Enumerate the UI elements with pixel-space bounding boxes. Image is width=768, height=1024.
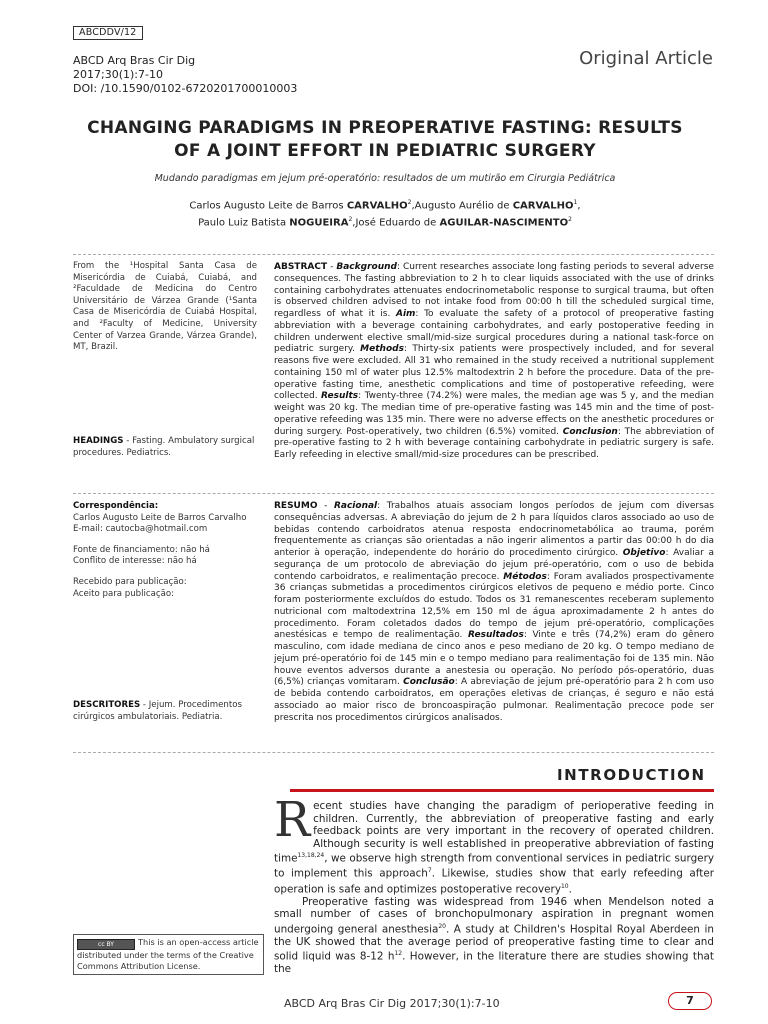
received-date: Recebido para publicação: bbox=[73, 576, 187, 587]
abstract-background: Current researches associate long fasting periods to several adverse consequences. The fasting abbreviation to 2 h to clear liquids associated with the use of drinks containing carbohydrates attenuates endocrinometabolic response to surgical trauma, but often is observed children advised to not intake food from 00:00 h till the scheduled surgical time, regardless of what it is. bbox=[274, 262, 714, 319]
section-divider bbox=[73, 493, 714, 494]
author-3-given: Paulo Luiz Batista bbox=[198, 217, 287, 229]
abstract-block: ABSTRACT - Background: Current researches associate long fasting periods to several adverse consequences. The fasting abbreviation to 2 h to clear liquids associated with the use of drinks containing carbohydrates attenuates endocrinometabolic response to surgical trauma, but often is observed children advised to not intake food from 00:00 h till the scheduled surgical time, regardless of what it is. Aim: To evaluate the safety of a protocol of preoperative fasting abbreviation with a beverage containing carbohydrates, and early postoperative feeding in children underwent elective small/mid-size surgical procedures during a national task-force on pediatric surgery. Methods: Thirty-six patients were prospectively included, and for several reasons five were excluded. All 31 who remained in the study received a nutritional supplement containing 150 ml of water plus 12.5% maltodextrin 2 h before the procedure. Data of the pre-operative fasting time, anesthetic complications and time of postoperative refeeding, were collected. Results: Twenty-three (74.2%) were males, the median age was 5 y, and the median weight was 20 kg. The median time of pre-operative fasting was 145 min and the time of post-operative refeeding was 135 min. There were no adverse effects on the anesthetic procedures or during surgery. Post-operatively, two children (6.5%) vomited. Conclusion: The abbreviation of pre-operative fasting to 2 h with beverage containing carbohydrate in pediatric surgery is safe. Early refeeding in elective small/mid-size procedures can be prescribed. bbox=[274, 262, 714, 460]
journal-info bbox=[73, 54, 297, 96]
author-3-affil: 2 bbox=[348, 216, 353, 224]
author-4-family: AGUILAR-NASCIMENTO bbox=[439, 217, 569, 229]
page-number: 7 bbox=[668, 992, 712, 1010]
intro-p2-text: . A study at Children's Hospital Royal Aberdeen in the UK showed that the average period of preoperative fasting time to clear and solid liquid was 8-12 h bbox=[274, 923, 714, 963]
conclusao-label: Conclusão bbox=[403, 677, 455, 688]
article-type-label: Original Article bbox=[579, 48, 713, 69]
journal-name: ABCD Arq Bras Cir Dig bbox=[73, 54, 196, 67]
journal-code-tag: ABCDDV/12 bbox=[73, 26, 143, 40]
citation-ref[interactable]: 7 bbox=[427, 867, 432, 875]
correspondence-block bbox=[73, 501, 257, 600]
author-4-given: José Eduardo de bbox=[355, 217, 437, 229]
background-label: Background bbox=[336, 262, 397, 272]
results-label: Results bbox=[321, 391, 359, 402]
title-line-1: CHANGING PARADIGMS IN PREOPERATIVE FASTING: RESULTS bbox=[87, 118, 683, 138]
racional-label: Racional bbox=[333, 501, 378, 511]
resumo-metodos: Foram avaliados prospectivamente 36 crianças submetidas a procedimentos cirúrgicos eletivos de pequeno e médio porte. Cinco foram posteriormente excluídos do estudo. Todos os 31 remanescentes receberam suplemento nutricional com maltodextrina 12,5% em 150 ml de água aproximadamente 2 h antes do procedimento. Foram coletados dados do tempo de jejum pré-operatório, complicações anestésicas e tempo de realimentação. bbox=[274, 571, 714, 641]
footer-citation: ABCD Arq Bras Cir Dig 2017;30(1):7-10 bbox=[284, 997, 500, 1010]
license-text: This is an open-access article distributed under the terms of the Creative Commons Attribution License. bbox=[77, 937, 259, 971]
author-3-family: NOGUEIRA bbox=[289, 217, 349, 229]
title-line-2: OF A JOINT EFFORT IN PEDIATRIC SURGERY bbox=[174, 141, 596, 161]
headings-block: HEADINGS - Fasting. Ambulatory surgical procedures. Pediatrics. bbox=[73, 436, 255, 458]
author-1-given: Carlos Augusto Leite de Barros bbox=[189, 200, 344, 212]
journal-volume: 2017;30(1):7-10 bbox=[73, 68, 163, 81]
author-list: Carlos Augusto Leite de Barros CARVALHO$^2$,Augusto Aurélio de CARVALHO$^1$, Paulo Luiz Batista NOGUEIRA$^2$,José Eduardo de AGUILAR-NASCIMENTO$^2$ bbox=[189, 199, 581, 229]
descritores-text: Jejum. Procedimentos cirúrgicos ambulatoriais. Pediatria. bbox=[73, 700, 242, 722]
correspondence-label: Correspondência: bbox=[73, 501, 159, 511]
author-4-affil: 2 bbox=[568, 216, 572, 224]
methods-label: Methods bbox=[360, 344, 404, 355]
introduction-underline bbox=[290, 789, 714, 792]
metodos-label: Métodos bbox=[503, 571, 547, 582]
abstract-conclusion: The abbreviation of pre-operative fasting to 2 h with beverage containing carbohydrate in pediatric surgery is safe. Early refeeding in elective small/mid-size procedures can be prescribed. bbox=[274, 426, 714, 460]
correspondence-email[interactable]: E-mail: cautocba@hotmail.com bbox=[73, 524, 208, 535]
intro-p2-text: Preoperative fasting was widespread from 1946 when Mendelson noted a small number of cases of bronchopulmonary aspiration in pregnant women undergoing general anesthesia bbox=[274, 895, 714, 936]
intro-paragraph-1 bbox=[274, 792, 714, 896]
resultados-label: Resultados bbox=[468, 630, 524, 641]
intro-paragraph-2 bbox=[274, 896, 714, 977]
abstract-aim: To evaluate the safety of a protocol of preoperative fasting abbreviation with a beverage containing carbohydrates, and early postoperative feeding in children underwent elective small/mid-size surgical procedures during a national task-force on pediatric surgery. bbox=[274, 309, 714, 355]
section-divider bbox=[73, 254, 714, 255]
aim-label: Aim bbox=[395, 309, 416, 319]
author-2-affil: 1 bbox=[573, 199, 578, 206]
author-2-given: Augusto Aurélio de bbox=[414, 200, 510, 212]
descritores-label: DESCRITORES bbox=[73, 700, 141, 710]
citation-ref[interactable]: 13,18,24 bbox=[297, 852, 325, 860]
citation-ref[interactable]: 20 bbox=[438, 922, 446, 930]
conflict-of-interest: Conflito de interesse: não há bbox=[73, 556, 197, 567]
conclusion-label: Conclusion bbox=[562, 426, 618, 437]
author-2-family: CARVALHO bbox=[512, 200, 574, 212]
headings-text: Fasting. Ambulatory surgical procedures. Pediatrics. bbox=[73, 436, 255, 458]
objetivo-label: Objetivo bbox=[622, 548, 666, 558]
funding-source: Fonte de financiamento: não há bbox=[73, 544, 210, 555]
abstract-label: ABSTRACT bbox=[274, 262, 328, 272]
doi-link[interactable]: DOI: /10.1590/0102-6720201700010003 bbox=[73, 82, 298, 95]
intro-p2-text: . However, in the literature there are studies showing that the bbox=[274, 950, 714, 976]
article-title bbox=[60, 117, 710, 163]
resumo-label: RESUMO bbox=[274, 501, 318, 511]
correspondence-name: Carlos Augusto Leite de Barros Carvalho bbox=[73, 512, 247, 523]
headings-label: HEADINGS bbox=[73, 436, 124, 446]
introduction-body bbox=[274, 792, 714, 976]
resumo-block: RESUMO - Racional: Trabalhos atuais associam longos períodos de jejum com diversas consequências adversas. A abreviação do jejum de 2 h para líquidos claros associado ao uso de bebidas contendo carboidratos atenua resposta endocrinometabólica ao trauma, porém frequentemente as crianças são orientadas a não ingerir alimentos a partir das 00:00 h do dia anterior à operação, independente do horário do procedimento cirúrgico. Objetivo: Avaliar a segurança de um protocolo de abreviação do jejum pré-operatório, com o uso de bebida contendo carboidratos, e realimentação precoce. Métodos: Foram avaliados prospectivamente 36 crianças submetidas a procedimentos cirúrgicos eletivos de pequeno e médio porte. Cinco foram posteriormente excluídos do estudo. Todos os 31 remanescentes receberam suplemento nutricional com maltodextrina 12,5% em 150 ml de água aproximadamente 2 h antes do procedimento. Foram coletados dados do tempo de jejum pré-operatório, complicações anestésicas e tempo de realimentação. Resultados: Vinte e três (74,2%) eram do gênero masculino, com idade mediana de cinco anos e peso mediano de 20 kg. O tempo mediano de jejum pré-operatório foi de 145 min e o tempo mediano para realimentação foi de 135 min. Não houve eventos adversos durante a anestesia ou operação. No período pós-operatório, duas (6,5%) crianças vomitaram. Conclusão: A abreviação de jejum pré-operatório para 2 h com uso de bebida contendo carboidratos, em operações eletivas de crianças, é seguro e não está associado ao maior risco de broncoaspiração pulmonar. Realimentação precoce pode ser prescrita nos procedimentos cirúrgicos analisados. bbox=[274, 501, 714, 723]
abstract-methods: Thirty-six patients were prospectively included, and for several reasons five were excluded. All 31 who remained in the study received a nutritional supplement containing 150 ml of water plus 12.5% maltodextrin 2 h before the procedure. Data of the pre-operative fasting time, anesthetic complications and time of postoperative refeeding, were collected. bbox=[274, 344, 714, 402]
resumo-resultados: Vinte e três (74,2%) eram do gênero masculino, com idade mediana de cinco anos e peso mediano de 20 kg. O tempo mediano de jejum pré-operatório foi de 145 min e o tempo mediano para realimentação foi de 135 min. Não houve eventos adversos durante a anestesia ou operação. No período pós-operatório, duas (6,5%) crianças vomitaram. bbox=[274, 630, 714, 688]
descritores-block: DESCRITORES - Jejum. Procedimentos cirúrgicos ambulatoriais. Pediatria. bbox=[73, 700, 242, 722]
citation-ref[interactable]: 12 bbox=[394, 950, 403, 958]
author-1-family: CARVALHO bbox=[346, 200, 408, 212]
intro-p1-text: , we observe high strength from conventional services in pediatric surgery to implement this approach bbox=[274, 852, 714, 880]
abstract-results: Twenty-three (74.2%) were males, the median age was 5 y, and the median weight was 20 kg. The median time of pre-operative fasting was 145 min and the time of post-operative refeeding was 135 min. There were no adverse effects on the anesthetic procedures or during surgery. Post-operatively, two children (6.5%) vomited. bbox=[274, 391, 714, 437]
introduction-heading: INTRODUCTION bbox=[557, 766, 706, 784]
author-1-affil: 2 bbox=[407, 199, 412, 206]
intro-p1-text: . bbox=[568, 882, 572, 895]
section-divider bbox=[73, 752, 714, 753]
resumo-objetivo: Avaliar a segurança de um protocolo de abreviação do jejum pré-operatório, com o uso de bebida contendo carboidratos, e realimentação precoce. bbox=[274, 548, 714, 582]
intro-p1-text: ecent studies have changing the paradigm of perioperative feeding in children. Currently, the abbreviation of preoperative fasting and early feedback points are very important in the recovery of operated children. Although security is well established in preoperative abbreviation of fasting time bbox=[274, 800, 714, 865]
license-notice bbox=[73, 934, 264, 975]
drop-cap: R bbox=[274, 792, 311, 848]
accepted-date: Aceito para publicação: bbox=[73, 588, 175, 599]
citation-ref[interactable]: 10 bbox=[560, 882, 569, 890]
resumo-racional: Trabalhos atuais associam longos períodos de jejum com diversas consequências adversas. A abreviação do jejum de 2 h para líquidos claros associado ao uso de bebidas contendo carboidratos atenua resposta endocrinometabólica ao trauma, porém frequentemente as crianças são orientadas a não ingerir alimentos a partir das 00:00 h do dia anterior à operação, independente do horário do procedimento cirúrgico. bbox=[274, 501, 714, 558]
resumo-conclusao: A abreviação de jejum pré-operatório para 2 h com uso de bebida contendo carboidratos, em operações eletivas de crianças, é seguro e não está associado ao maior risco de broncoaspiração pulmonar. Realimentação precoce pode ser prescrita nos procedimentos cirúrgicos analisados. bbox=[274, 677, 714, 723]
creative-commons-icon[interactable]: cc BY bbox=[77, 939, 135, 950]
intro-p1-text: . Likewise, studies show that early refeeding after operation is safe and optimizes postoperative recovery bbox=[274, 867, 714, 895]
affiliation-block: From the ¹Hospital Santa Casa de Misericórdia de Cuiabá, Cuiabá, and ²Faculdade de Medicina do Centro Universitário de Várzea Grande (¹Santa Casa de Misericórdia de Cuiabá Hospital, and ²Faculty of Medicine, University Center of Varzea Grande, Várzea Grande), MT, Brazil. bbox=[73, 261, 257, 353]
article-subtitle-pt: Mudando paradigmas em jejum pré-operatório: resultados de um mutirão em Cirurgia Pediátrica bbox=[154, 173, 616, 184]
